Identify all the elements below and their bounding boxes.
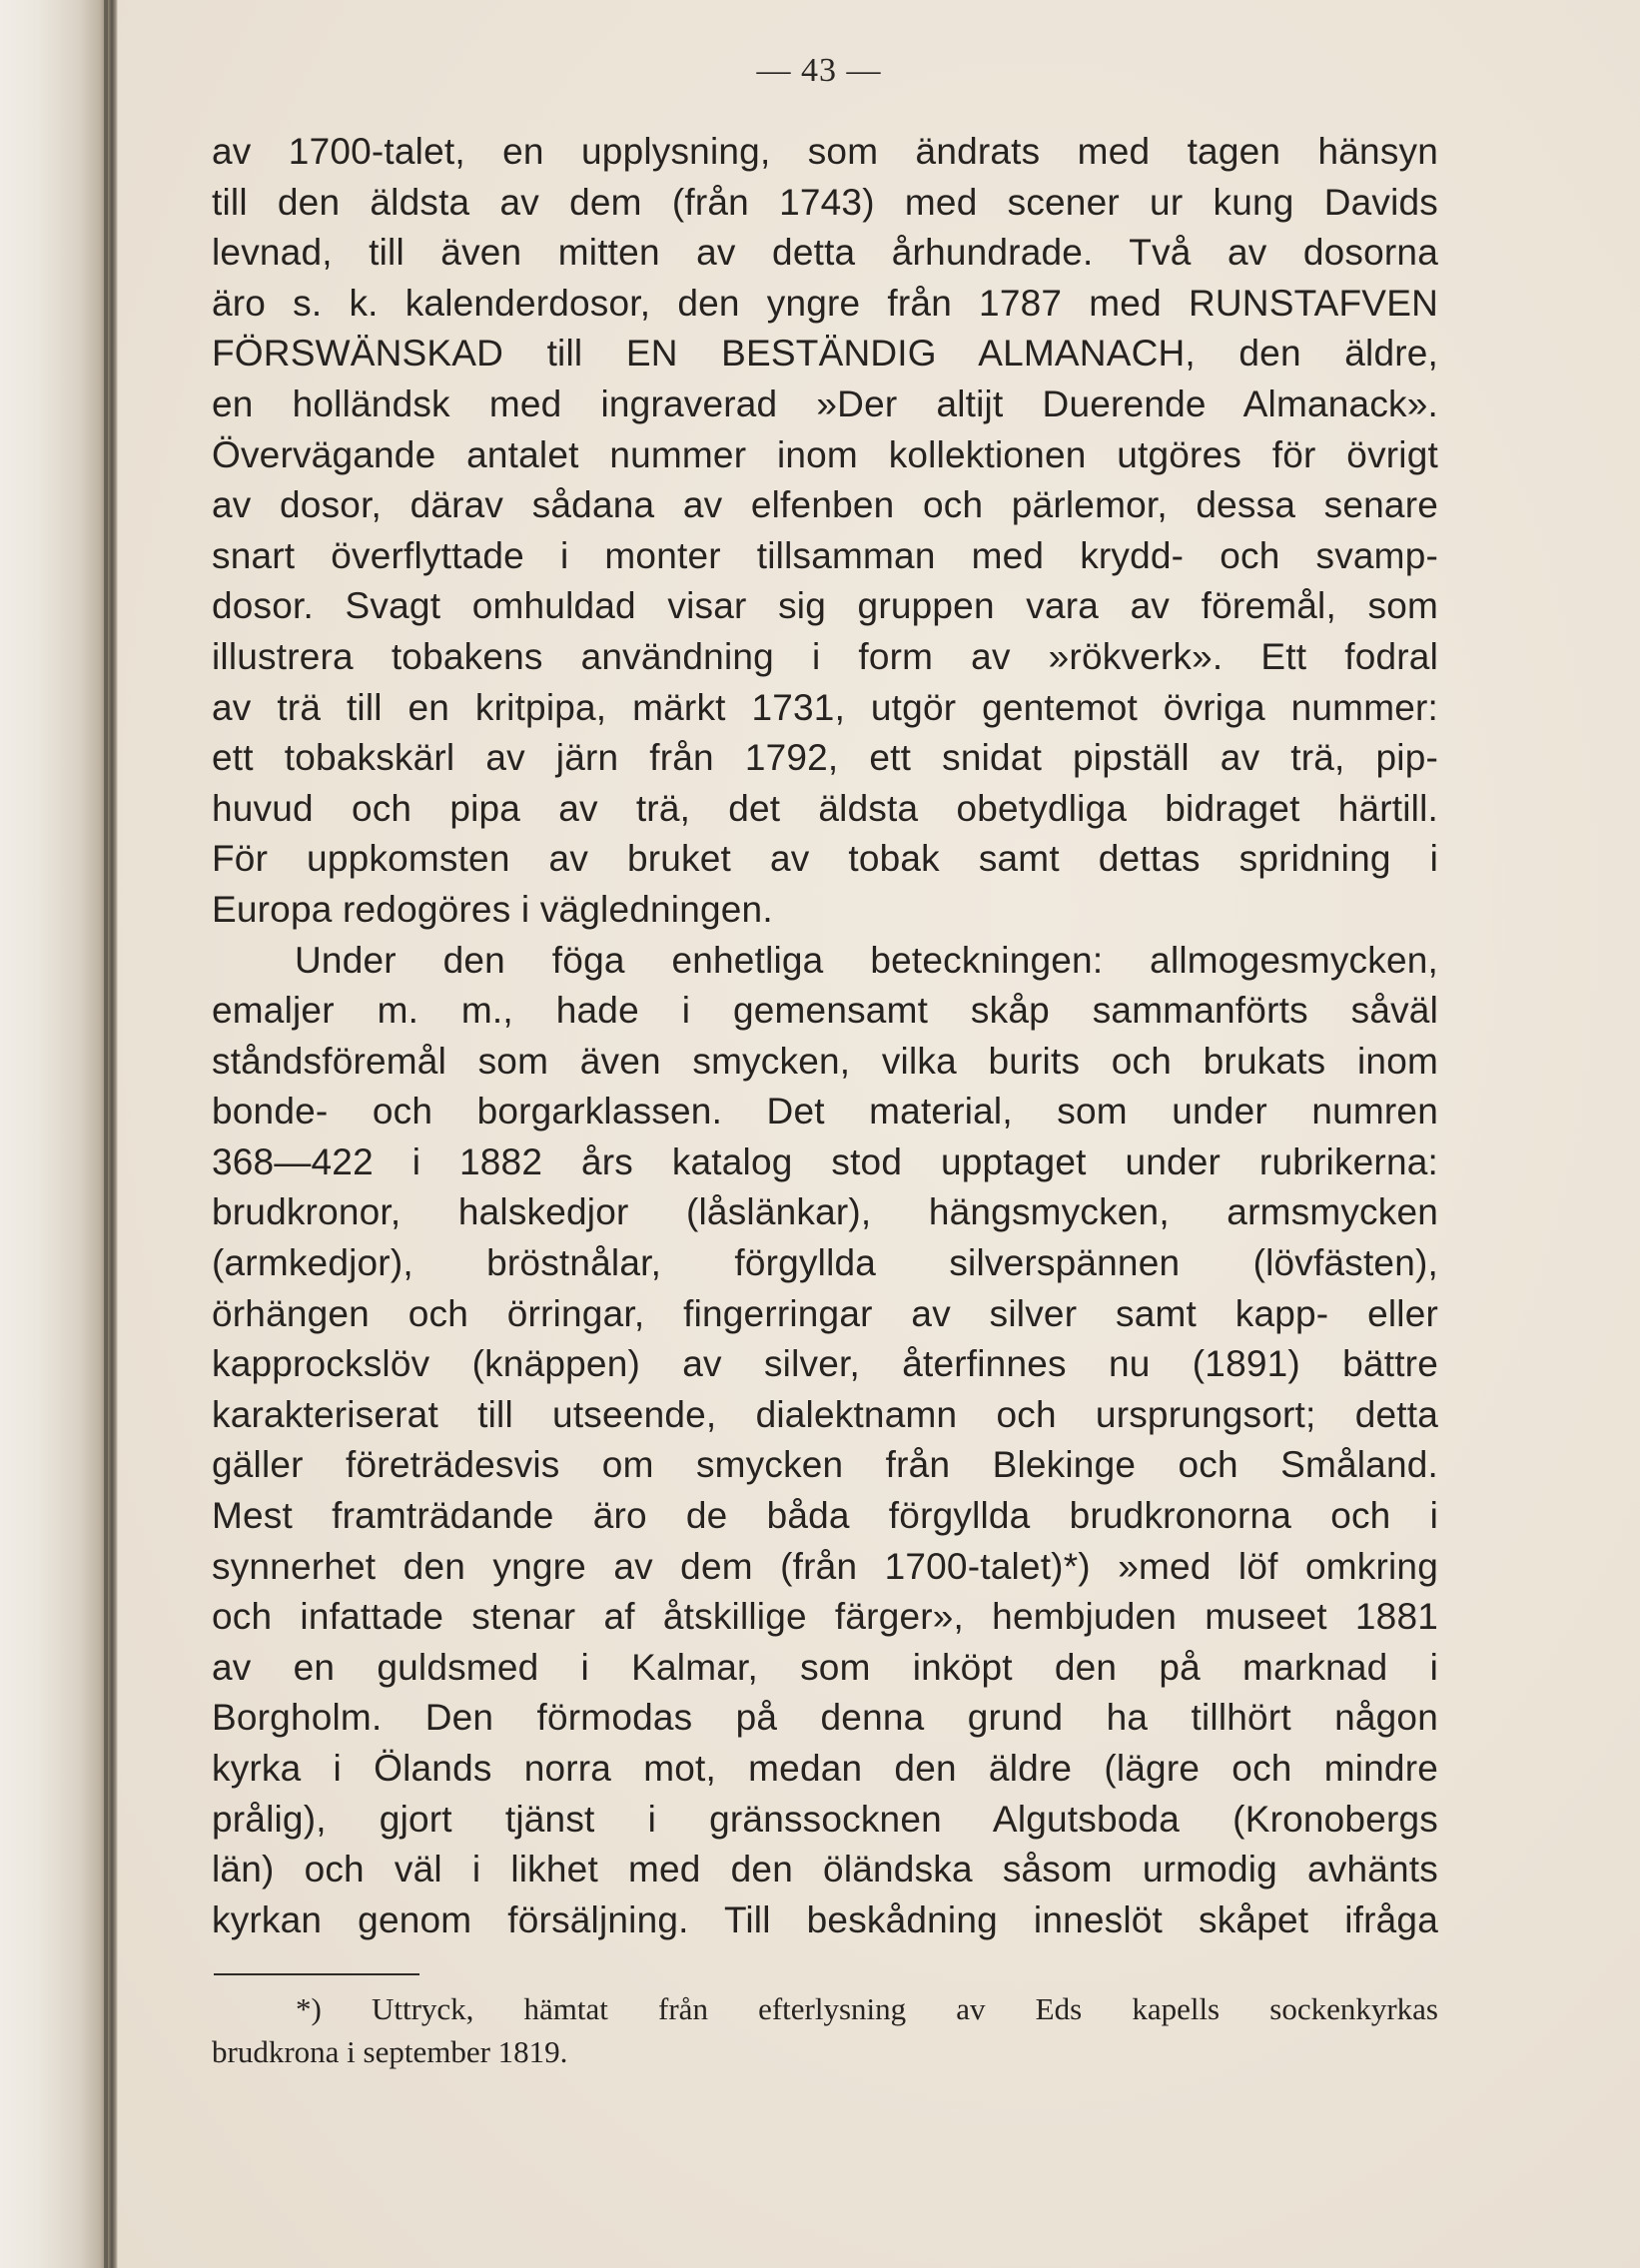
text-line: (armkedjor), bröstnålar, förgyllda silverspännen (lövfästen), xyxy=(212,1242,1438,1284)
text-line: gäller företrädesvis om smycken från Blekinge och Småland. xyxy=(212,1444,1438,1486)
gutter-edge-line xyxy=(104,0,108,2268)
text-line: illustrera tobakens användning i form av »rökverk». Ett fodral xyxy=(212,635,1438,677)
footnote-line: brudkrona i september 1819. xyxy=(212,2034,568,2069)
footnote-line: *) Uttryck, hämtat från efterlysning av Eds kapells sockenkyrkas xyxy=(296,1991,1438,2026)
text-line: örhängen och örringar, fingerringar av silver samt kapp- eller xyxy=(212,1292,1438,1334)
book-gutter-shadow xyxy=(0,0,118,2268)
text-line: av 1700-talet, en upplysning, som ändrats med tagen hänsyn xyxy=(212,131,1438,172)
text-line: och infattade stenar af åtskillige färger», hembjuden museet 1881 xyxy=(212,1596,1438,1638)
main-text-block xyxy=(212,127,1438,1945)
text-line: ett tobakskärl av järn från 1792, ett snidat pipställ av trä, pip- xyxy=(212,737,1438,779)
text-line: karakteriserat till utseende, dialektnamn och ursprungsort; detta xyxy=(212,1393,1438,1435)
text-line: För uppkomsten av bruket av tobak samt dettas spridning i xyxy=(212,838,1438,880)
text-line: huvud och pipa av trä, det äldsta obetydliga bidraget härtill. xyxy=(212,787,1438,829)
text-line: Borgholm. Den förmodas på denna grund ha tillhört någon xyxy=(212,1697,1438,1739)
text-line: prålig), gjort tjänst i gränssocknen Algutsboda (Kronobergs xyxy=(212,1798,1438,1840)
text-line: av dosor, därav sådana av elfenben och pärlemor, dessa senare xyxy=(212,484,1438,526)
text-line: en holländsk med ingraverad »Der altijt Duerende Almanack». xyxy=(212,382,1438,424)
text-line: snart överflyttade i monter tillsamman med krydd- och svamp- xyxy=(212,534,1438,576)
page-number: — 43 — xyxy=(756,52,882,89)
text-line: län) och väl i likhet med den öländska såsom urmodig avhänts xyxy=(212,1849,1438,1890)
text-line: av trä till en kritpipa, märkt 1731, utgör gentemot övriga nummer: xyxy=(212,686,1438,728)
text-line: kyrka i Ölands norra mot, medan den äldre (lägre och mindre xyxy=(212,1748,1438,1789)
text-line: Mest framträdande äro de båda förgyllda brudkronorna och i xyxy=(212,1495,1438,1537)
text-line: till den äldsta av dem (från 1743) med scener ur kung Davids xyxy=(212,181,1438,223)
text-line: FÖRSWÄNSKAD till EN BESTÄNDIG ALMANACH, den äldre, xyxy=(212,333,1438,375)
text-line: Europa redogöres i vägledningen. xyxy=(212,888,773,930)
text-line: av en guldsmed i Kalmar, som inköpt den på marknad i xyxy=(212,1646,1438,1688)
footnote-block xyxy=(212,1987,1438,2073)
text-line: bonde- och borgarklassen. Det material, som under numren xyxy=(212,1091,1438,1133)
text-line: levnad, till även mitten av detta århundrade. Två av dosorna xyxy=(212,232,1438,274)
text-line: kyrkan genom försäljning. Till beskådning inneslöt skåpet ifråga xyxy=(212,1898,1438,1940)
text-line: dosor. Svagt omhuldad visar sig gruppen vara av föremål, som xyxy=(212,585,1438,627)
text-line: kapprockslöv (knäppen) av silver, återfinnes nu (1891) bättre xyxy=(212,1343,1438,1385)
text-line: äro s. k. kalenderdosor, den yngre från 1787 med RUNSTAFVEN xyxy=(212,282,1438,324)
text-line: brudkronor, halskedjor (låslänkar), hängsmycken, armsmycken xyxy=(212,1191,1438,1233)
text-line: ståndsföremål som även smycken, vilka burits och brukats inom xyxy=(212,1040,1438,1082)
text-line: 368—422 i 1882 års katalog stod upptaget under rubrikerna: xyxy=(212,1140,1438,1182)
text-line: synnerhet den yngre av dem (från 1700-talet)*) »med löf omkring xyxy=(212,1545,1438,1587)
text-line: Under den föga enhetliga beteckningen: allmogesmycken, xyxy=(295,939,1438,981)
text-line: Övervägande antalet nummer inom kollektionen utgöres för övrigt xyxy=(212,433,1438,475)
footnote-separator xyxy=(214,1973,419,1975)
text-line: emaljer m. m., hade i gemensamt skåp sammanförts såväl xyxy=(212,990,1438,1032)
